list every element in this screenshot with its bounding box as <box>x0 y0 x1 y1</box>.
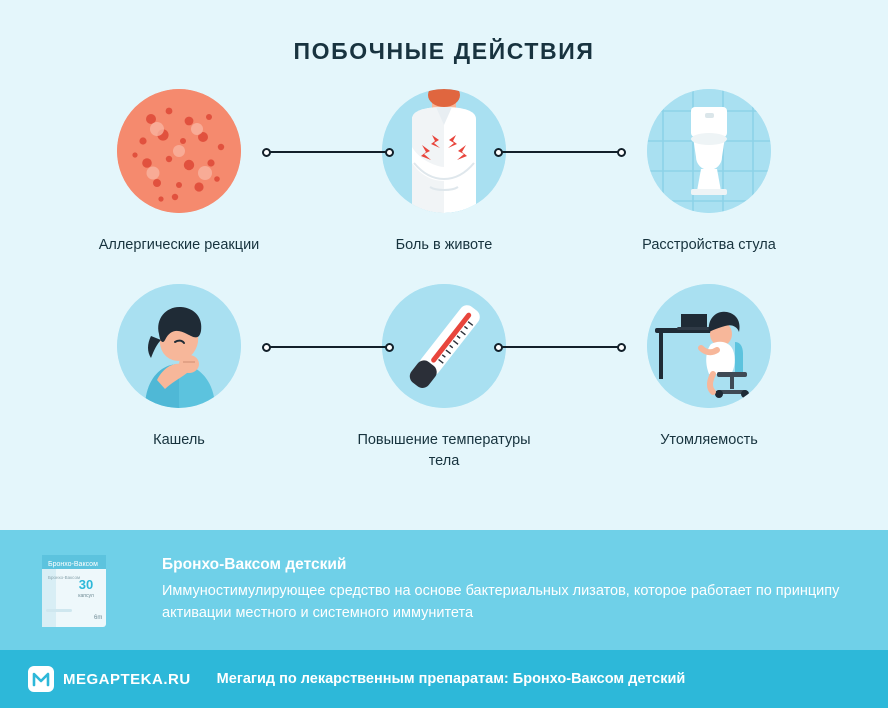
brand-name: MEGAPTEKA.RU <box>63 670 191 688</box>
connector-node-icon <box>494 148 503 157</box>
connector-node-icon <box>385 343 394 352</box>
connector-node-icon <box>617 148 626 157</box>
svg-text:Бронхо-Ваксом: Бронхо-Ваксом <box>48 561 98 568</box>
connector-line-2 <box>500 151 620 153</box>
side-effect-label: Повышение температуры тела <box>357 432 531 470</box>
fatigue-desk-icon <box>647 284 771 408</box>
product-promo-band <box>0 530 888 650</box>
medicine-box-icon-art <box>28 549 140 631</box>
side-effect-item-allergy <box>82 89 277 256</box>
side-effect-label: Расстройства стула <box>642 237 776 253</box>
svg-text:30: 30 <box>78 577 94 592</box>
promo-title: Бронхо-Ваксом детский <box>162 556 347 574</box>
brand-block[interactable] <box>28 666 191 692</box>
medicine-box-icon <box>28 549 140 631</box>
thermometer-icon <box>382 284 506 408</box>
side-effect-label: Аллергические реакции <box>98 237 260 253</box>
skin-rash-icon-art <box>117 89 241 213</box>
cough-icon-art <box>117 284 241 408</box>
svg-text:Бронхо-Ваксом: Бронхо-Ваксом <box>48 575 81 580</box>
connector-line-3 <box>268 346 388 348</box>
toilet-icon <box>647 89 771 213</box>
abdominal-pain-icon <box>382 89 506 213</box>
thermometer-icon-art <box>382 284 506 408</box>
side-effect-label: Утомляемость <box>660 432 758 449</box>
footer-bar <box>0 650 888 708</box>
promo-description: Иммуностимулирующее средство на основе бактериальных лизатов, которое работает по принципу активации местного и системного иммунитета <box>162 583 840 621</box>
abdominal-pain-icon-art <box>382 89 506 213</box>
side-effects-row-2 <box>0 284 888 472</box>
megapteka-logo-icon <box>28 666 54 692</box>
svg-text:капсул: капсул <box>78 593 94 599</box>
side-effect-item-abdominal-pain <box>347 89 542 256</box>
connector-line-4 <box>500 346 620 348</box>
toilet-icon-art <box>647 89 771 213</box>
side-effects-row-1 <box>0 89 888 256</box>
fatigue-desk-icon-art <box>647 284 771 408</box>
connector-node-icon <box>262 148 271 157</box>
side-effect-item-stool <box>612 89 807 256</box>
connector-node-icon <box>385 148 394 157</box>
connector-line-1 <box>268 151 388 153</box>
cough-icon <box>117 284 241 408</box>
connector-node-icon <box>262 343 271 352</box>
side-effect-label: Кашель <box>153 432 205 449</box>
page-title: ПОБОЧНЫЕ ДЕЙСТВИЯ <box>293 38 595 64</box>
side-effect-item-cough <box>82 284 277 472</box>
side-effects-grid <box>0 65 888 472</box>
svg-text:6m: 6m <box>94 615 103 621</box>
side-effect-item-fatigue <box>612 284 807 472</box>
skin-rash-icon <box>117 89 241 213</box>
promo-text-block <box>162 556 860 623</box>
connector-node-icon <box>494 343 503 352</box>
side-effect-label: Боль в животе <box>395 237 493 253</box>
side-effect-item-fever <box>347 284 542 472</box>
connector-node-icon <box>617 343 626 352</box>
footer-caption: Мегагид по лекарственным препаратам: Бронхо-Ваксом детский <box>216 671 686 687</box>
